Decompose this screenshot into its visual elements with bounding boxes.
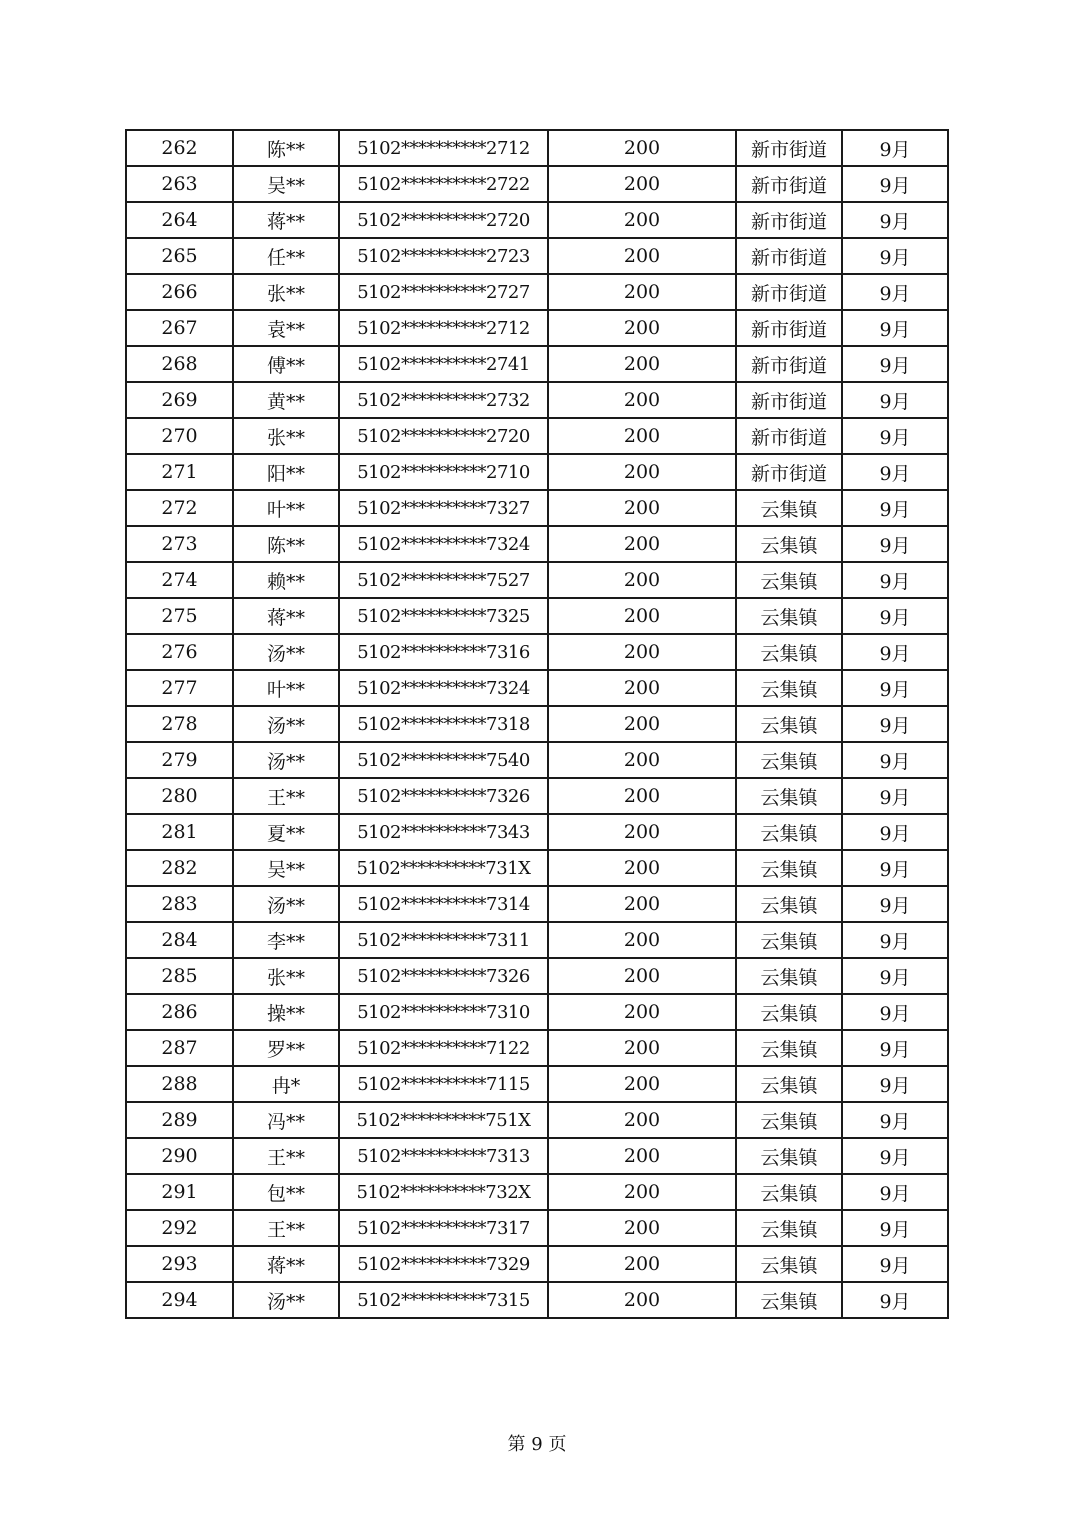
month-cell: 9月 [842, 814, 948, 850]
table-row [126, 1174, 948, 1210]
month-cell: 9月 [842, 994, 948, 1030]
amount-cell: 200 [548, 202, 736, 238]
table-row [126, 1030, 948, 1066]
row-number-cell: 270 [126, 418, 233, 454]
name-cell: 吴** [233, 166, 339, 202]
month-cell: 9月 [842, 634, 948, 670]
id-number-cell: 5102**********7540 [339, 742, 548, 778]
id-number-cell: 5102**********7317 [339, 1210, 548, 1246]
amount-cell: 200 [548, 166, 736, 202]
row-number-cell: 277 [126, 670, 233, 706]
district-cell: 新市街道 [736, 166, 842, 202]
name-cell: 汤** [233, 1282, 339, 1318]
id-number-cell: 5102**********2710 [339, 454, 548, 490]
id-number-cell: 5102**********7326 [339, 958, 548, 994]
table-row [126, 1102, 948, 1138]
row-number-cell: 283 [126, 886, 233, 922]
name-cell: 夏** [233, 814, 339, 850]
district-cell: 云集镇 [736, 742, 842, 778]
row-number-cell: 289 [126, 1102, 233, 1138]
district-cell: 新市街道 [736, 130, 842, 166]
amount-cell: 200 [548, 1066, 736, 1102]
month-cell: 9月 [842, 670, 948, 706]
table-row [126, 274, 948, 310]
month-cell: 9月 [842, 958, 948, 994]
district-cell: 云集镇 [736, 1282, 842, 1318]
id-number-cell: 5102**********7318 [339, 706, 548, 742]
district-cell: 云集镇 [736, 814, 842, 850]
name-cell: 蒋** [233, 1246, 339, 1282]
id-number-cell: 5102**********2727 [339, 274, 548, 310]
id-number-cell: 5102**********731X [339, 850, 548, 886]
id-number-cell: 5102**********7329 [339, 1246, 548, 1282]
district-cell: 新市街道 [736, 238, 842, 274]
district-cell: 云集镇 [736, 706, 842, 742]
amount-cell: 200 [548, 1102, 736, 1138]
table-row [126, 814, 948, 850]
name-cell: 叶** [233, 490, 339, 526]
row-number-cell: 288 [126, 1066, 233, 1102]
name-cell: 阳** [233, 454, 339, 490]
row-number-cell: 269 [126, 382, 233, 418]
id-number-cell: 5102**********751X [339, 1102, 548, 1138]
id-number-cell: 5102**********7314 [339, 886, 548, 922]
amount-cell: 200 [548, 418, 736, 454]
district-cell: 云集镇 [736, 1066, 842, 1102]
table-row [126, 706, 948, 742]
district-cell: 新市街道 [736, 454, 842, 490]
name-cell: 赖** [233, 562, 339, 598]
table-row [126, 1138, 948, 1174]
month-cell: 9月 [842, 706, 948, 742]
name-cell: 蒋** [233, 202, 339, 238]
month-cell: 9月 [842, 1210, 948, 1246]
id-number-cell: 5102**********7343 [339, 814, 548, 850]
id-number-cell: 5102**********7115 [339, 1066, 548, 1102]
month-cell: 9月 [842, 130, 948, 166]
amount-cell: 200 [548, 562, 736, 598]
name-cell: 张** [233, 418, 339, 454]
row-number-cell: 275 [126, 598, 233, 634]
row-number-cell: 284 [126, 922, 233, 958]
month-cell: 9月 [842, 886, 948, 922]
id-number-cell: 5102**********2722 [339, 166, 548, 202]
amount-cell: 200 [548, 886, 736, 922]
district-cell: 云集镇 [736, 994, 842, 1030]
id-number-cell: 5102**********7324 [339, 526, 548, 562]
amount-cell: 200 [548, 994, 736, 1030]
row-number-cell: 272 [126, 490, 233, 526]
table-row [126, 490, 948, 526]
page-number: 第 9 页 [507, 1434, 567, 1455]
name-cell: 冉* [233, 1066, 339, 1102]
amount-cell: 200 [548, 382, 736, 418]
name-cell: 李** [233, 922, 339, 958]
district-cell: 云集镇 [736, 490, 842, 526]
month-cell: 9月 [842, 454, 948, 490]
district-cell: 云集镇 [736, 958, 842, 994]
district-cell: 新市街道 [736, 202, 842, 238]
row-number-cell: 276 [126, 634, 233, 670]
district-cell: 云集镇 [736, 526, 842, 562]
amount-cell: 200 [548, 238, 736, 274]
table-row [126, 418, 948, 454]
row-number-cell: 293 [126, 1246, 233, 1282]
table-row [126, 850, 948, 886]
amount-cell: 200 [548, 814, 736, 850]
row-number-cell: 290 [126, 1138, 233, 1174]
amount-cell: 200 [548, 1246, 736, 1282]
id-number-cell: 5102**********2720 [339, 202, 548, 238]
table-row [126, 670, 948, 706]
table-row [126, 634, 948, 670]
amount-cell: 200 [548, 346, 736, 382]
amount-cell: 200 [548, 1210, 736, 1246]
row-number-cell: 294 [126, 1282, 233, 1318]
id-number-cell: 5102**********7325 [339, 598, 548, 634]
month-cell: 9月 [842, 418, 948, 454]
table-row [126, 310, 948, 346]
row-number-cell: 268 [126, 346, 233, 382]
table-row [126, 166, 948, 202]
row-number-cell: 292 [126, 1210, 233, 1246]
table-row [126, 238, 948, 274]
table-row [126, 562, 948, 598]
row-number-cell: 274 [126, 562, 233, 598]
district-cell: 云集镇 [736, 886, 842, 922]
name-cell: 袁** [233, 310, 339, 346]
table-row [126, 1066, 948, 1102]
amount-cell: 200 [548, 1138, 736, 1174]
table-row [126, 1282, 948, 1318]
amount-cell: 200 [548, 310, 736, 346]
district-cell: 云集镇 [736, 1138, 842, 1174]
table-row [126, 130, 948, 166]
month-cell: 9月 [842, 202, 948, 238]
id-number-cell: 5102**********2720 [339, 418, 548, 454]
id-number-cell: 5102**********7326 [339, 778, 548, 814]
id-number-cell: 5102**********2712 [339, 130, 548, 166]
month-cell: 9月 [842, 310, 948, 346]
month-cell: 9月 [842, 166, 948, 202]
table-row [126, 598, 948, 634]
id-number-cell: 5102**********7324 [339, 670, 548, 706]
amount-cell: 200 [548, 922, 736, 958]
name-cell: 王** [233, 1210, 339, 1246]
name-cell: 蒋** [233, 598, 339, 634]
name-cell: 陈** [233, 526, 339, 562]
name-cell: 叶** [233, 670, 339, 706]
district-cell: 新市街道 [736, 346, 842, 382]
month-cell: 9月 [842, 1246, 948, 1282]
row-number-cell: 286 [126, 994, 233, 1030]
month-cell: 9月 [842, 346, 948, 382]
month-cell: 9月 [842, 1282, 948, 1318]
amount-cell: 200 [548, 1174, 736, 1210]
table-row [126, 742, 948, 778]
id-number-cell: 5102**********7316 [339, 634, 548, 670]
amount-cell: 200 [548, 706, 736, 742]
row-number-cell: 279 [126, 742, 233, 778]
name-cell: 黄** [233, 382, 339, 418]
table-row [126, 922, 948, 958]
row-number-cell: 278 [126, 706, 233, 742]
table-row [126, 886, 948, 922]
amount-cell: 200 [548, 130, 736, 166]
name-cell: 傅** [233, 346, 339, 382]
name-cell: 汤** [233, 886, 339, 922]
row-number-cell: 280 [126, 778, 233, 814]
district-cell: 云集镇 [736, 634, 842, 670]
month-cell: 9月 [842, 850, 948, 886]
month-cell: 9月 [842, 490, 948, 526]
district-cell: 云集镇 [736, 1102, 842, 1138]
row-number-cell: 265 [126, 238, 233, 274]
id-number-cell: 5102**********2712 [339, 310, 548, 346]
district-cell: 云集镇 [736, 1030, 842, 1066]
amount-cell: 200 [548, 742, 736, 778]
row-number-cell: 271 [126, 454, 233, 490]
district-cell: 新市街道 [736, 418, 842, 454]
month-cell: 9月 [842, 742, 948, 778]
row-number-cell: 267 [126, 310, 233, 346]
district-cell: 云集镇 [736, 598, 842, 634]
row-number-cell: 266 [126, 274, 233, 310]
id-number-cell: 5102**********7527 [339, 562, 548, 598]
row-number-cell: 273 [126, 526, 233, 562]
id-number-cell: 5102**********7315 [339, 1282, 548, 1318]
amount-cell: 200 [548, 274, 736, 310]
name-cell: 吴** [233, 850, 339, 886]
month-cell: 9月 [842, 1066, 948, 1102]
month-cell: 9月 [842, 1030, 948, 1066]
name-cell: 包** [233, 1174, 339, 1210]
id-number-cell: 5102**********732X [339, 1174, 548, 1210]
month-cell: 9月 [842, 562, 948, 598]
month-cell: 9月 [842, 526, 948, 562]
district-cell: 新市街道 [736, 382, 842, 418]
district-cell: 云集镇 [736, 1174, 842, 1210]
name-cell: 张** [233, 274, 339, 310]
table-row [126, 346, 948, 382]
row-number-cell: 263 [126, 166, 233, 202]
amount-cell: 200 [548, 850, 736, 886]
month-cell: 9月 [842, 598, 948, 634]
name-cell: 操** [233, 994, 339, 1030]
district-cell: 云集镇 [736, 1246, 842, 1282]
id-number-cell: 5102**********7311 [339, 922, 548, 958]
id-number-cell: 5102**********7313 [339, 1138, 548, 1174]
month-cell: 9月 [842, 1102, 948, 1138]
row-number-cell: 281 [126, 814, 233, 850]
district-cell: 云集镇 [736, 778, 842, 814]
amount-cell: 200 [548, 454, 736, 490]
table-row [126, 202, 948, 238]
name-cell: 张** [233, 958, 339, 994]
row-number-cell: 282 [126, 850, 233, 886]
row-number-cell: 264 [126, 202, 233, 238]
name-cell: 汤** [233, 742, 339, 778]
table-row [126, 1210, 948, 1246]
row-number-cell: 291 [126, 1174, 233, 1210]
roster-table [125, 129, 949, 1319]
table-row [126, 454, 948, 490]
amount-cell: 200 [548, 670, 736, 706]
name-cell: 王** [233, 1138, 339, 1174]
amount-cell: 200 [548, 778, 736, 814]
row-number-cell: 285 [126, 958, 233, 994]
id-number-cell: 5102**********2732 [339, 382, 548, 418]
id-number-cell: 5102**********2723 [339, 238, 548, 274]
amount-cell: 200 [548, 526, 736, 562]
row-number-cell: 262 [126, 130, 233, 166]
amount-cell: 200 [548, 1030, 736, 1066]
name-cell: 王** [233, 778, 339, 814]
row-number-cell: 287 [126, 1030, 233, 1066]
table-row [126, 778, 948, 814]
month-cell: 9月 [842, 382, 948, 418]
id-number-cell: 5102**********7327 [339, 490, 548, 526]
district-cell: 云集镇 [736, 562, 842, 598]
amount-cell: 200 [548, 598, 736, 634]
amount-cell: 200 [548, 490, 736, 526]
district-cell: 云集镇 [736, 670, 842, 706]
id-number-cell: 5102**********7310 [339, 994, 548, 1030]
table-row [126, 382, 948, 418]
amount-cell: 200 [548, 1282, 736, 1318]
month-cell: 9月 [842, 778, 948, 814]
district-cell: 新市街道 [736, 310, 842, 346]
name-cell: 汤** [233, 634, 339, 670]
id-number-cell: 5102**********7122 [339, 1030, 548, 1066]
month-cell: 9月 [842, 922, 948, 958]
name-cell: 任** [233, 238, 339, 274]
table-row [126, 994, 948, 1030]
id-number-cell: 5102**********2741 [339, 346, 548, 382]
district-cell: 云集镇 [736, 922, 842, 958]
amount-cell: 200 [548, 634, 736, 670]
name-cell: 汤** [233, 706, 339, 742]
month-cell: 9月 [842, 274, 948, 310]
month-cell: 9月 [842, 238, 948, 274]
district-cell: 云集镇 [736, 850, 842, 886]
name-cell: 罗** [233, 1030, 339, 1066]
roster-body [126, 130, 948, 1318]
month-cell: 9月 [842, 1138, 948, 1174]
name-cell: 陈** [233, 130, 339, 166]
district-cell: 新市街道 [736, 274, 842, 310]
table-row [126, 958, 948, 994]
name-cell: 冯** [233, 1102, 339, 1138]
table-row [126, 1246, 948, 1282]
table-row [126, 526, 948, 562]
amount-cell: 200 [548, 958, 736, 994]
district-cell: 云集镇 [736, 1210, 842, 1246]
month-cell: 9月 [842, 1174, 948, 1210]
